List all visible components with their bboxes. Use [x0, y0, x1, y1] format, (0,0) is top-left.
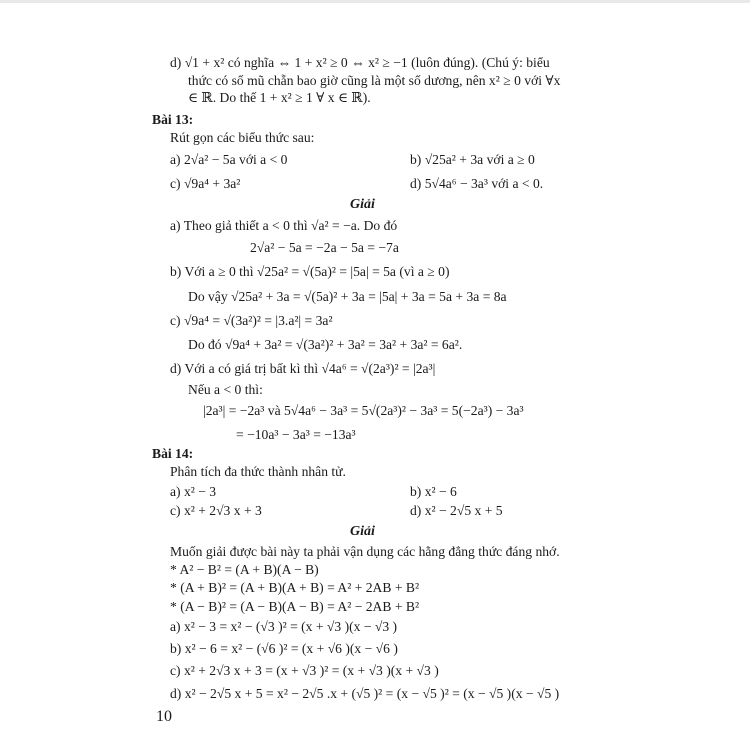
- page-number: 10: [156, 708, 172, 725]
- text-line: = −10a³ − 3a³ = −13a³: [236, 427, 356, 442]
- exercise-heading: Bài 14:: [152, 446, 194, 461]
- text-line: a) Theo giả thiết a < 0 thì √a² = −a. Do đó: [170, 218, 398, 233]
- text-line: * (A + B)² = (A + B)(A + B) = A² + 2AB + B²: [170, 580, 420, 595]
- text-line: c) √9a⁴ = √(3a²)² = |3.a²| = 3a²: [170, 313, 333, 328]
- text-line: c) √9a⁴ + 3a²: [170, 176, 241, 191]
- text-line: Muốn giải được bài này ta phải vận dụng các hằng đẳng thức đáng nhớ.: [170, 544, 560, 559]
- text-line: c) x² + 2√3 x + 3 = (x + √3 )² = (x + √3 )(x + √3 ): [170, 663, 439, 678]
- text-line: 2√a² − 5a = −2a − 5a = −7a: [250, 240, 399, 255]
- solution-heading: Giải: [350, 197, 375, 212]
- text-line: Nếu a < 0 thì:: [188, 382, 263, 397]
- text-line: b) √25a² + 3a với a ≥ 0: [410, 152, 535, 167]
- text-line: b) x² − 6 = x² − (√6 )² = (x + √6 )(x − √6 ): [170, 641, 398, 656]
- text-line: a) 2√a² − 5a với a < 0: [170, 152, 288, 167]
- text-line: * (A − B)² = (A − B)(A − B) = A² − 2AB + B²: [170, 599, 420, 614]
- text-line: ∈ ℝ. Do thế 1 + x² ≥ 1 ∀ x ∈ ℝ).: [188, 90, 371, 105]
- text-line: Phân tích đa thức thành nhân tử.: [170, 464, 346, 479]
- text-line: d) 5√4a⁶ − 3a³ với a < 0.: [410, 176, 544, 191]
- text-line: d) √1 + x² có nghĩa ⇔ 1 + x² ≥ 0 ⇔ x² ≥ −1 (luôn đúng). (Chú ý: biểu: [170, 55, 550, 70]
- text-line: d) x² − 2√5 x + 5 = x² − 2√5 .x + (√5 )² = (x − √5 )² = (x − √5 )(x − √5 ): [170, 686, 560, 701]
- text-line: d) Với a có giá trị bất kì thì √4a⁶ = √(2a³)² = |2a³|: [170, 361, 436, 376]
- text-line: |2a³| = −2a³ và 5√4a⁶ − 3a³ = 5√(2a³)² − 3a³ = 5(−2a³) − 3a³: [203, 403, 524, 418]
- text-line: Do vậy √25a² + 3a = √(5a)² + 3a = |5a| + 3a = 5a + 3a = 8a: [188, 289, 507, 304]
- text-line: d) x² − 2√5 x + 5: [410, 503, 503, 518]
- exercise-heading: Bài 13:: [152, 112, 194, 127]
- text-line: a) x² − 3: [170, 484, 217, 499]
- text-line: c) x² + 2√3 x + 3: [170, 503, 262, 518]
- text-line: thức có số mũ chẵn bao giờ cũng là một số dương, nên x² ≥ 0 với ∀x: [188, 73, 561, 88]
- text-line: b) x² − 6: [410, 484, 457, 499]
- text-line: Do đó √9a⁴ + 3a² = √(3a²)² + 3a² = 3a² + 3a² = 6a².: [188, 337, 463, 352]
- text-line: b) Với a ≥ 0 thì √25a² = √(5a)² = |5a| = 5a (vì a ≥ 0): [170, 264, 450, 279]
- solution-heading: Giải: [350, 524, 375, 539]
- text-line: * A² − B² = (A + B)(A − B): [170, 562, 319, 577]
- text-line: a) x² − 3 = x² − (√3 )² = (x + √3 )(x − √3 ): [170, 619, 398, 634]
- text-line: Rút gọn các biểu thức sau:: [170, 130, 315, 145]
- scan-top-edge: [0, 0, 750, 3]
